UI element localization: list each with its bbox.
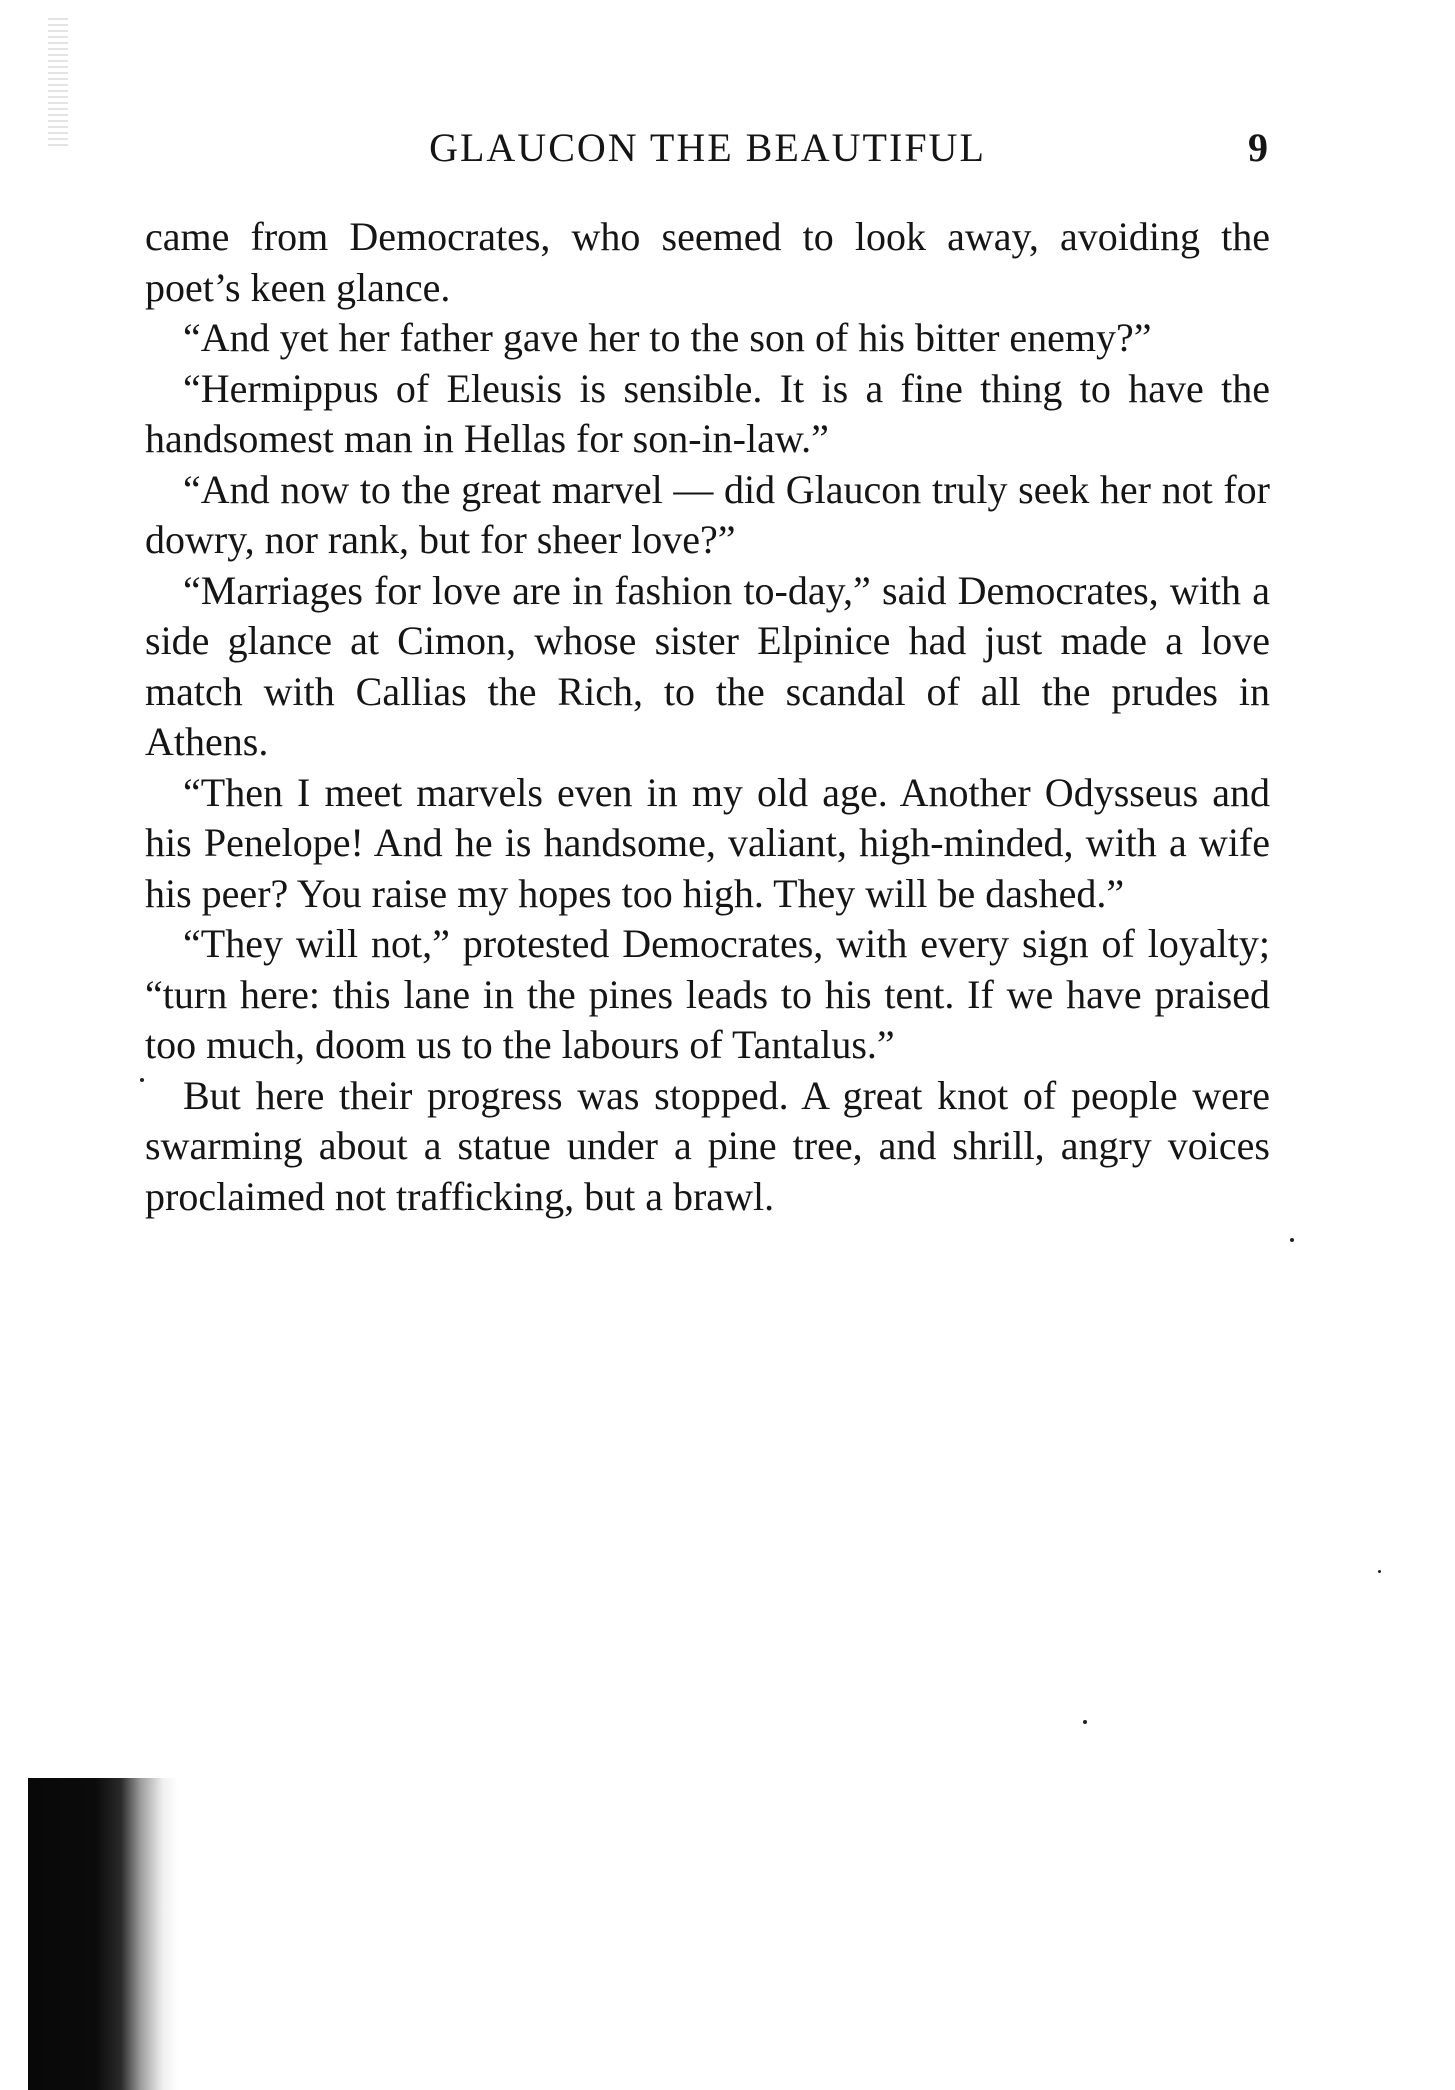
scan-artifact-top: [48, 18, 68, 148]
scan-speck: [1083, 1720, 1087, 1724]
running-head: [145, 118, 1270, 178]
page-number: 9: [1248, 125, 1268, 170]
scan-artifact-bottom: [28, 1778, 178, 2090]
paragraph-2: “And yet her father gave her to the son of his bitter enemy?”: [183, 315, 1152, 360]
paragraph-7: “They will not,” protested Democrates, with every sign of loyalty; “turn here: this lane in the pines leads to his tent. If we have praised too much, doom us to the labours of Tantalus.”: [145, 921, 1270, 1067]
body-text: [145, 212, 1270, 1222]
scan-speck: [140, 1078, 144, 1082]
paragraph-6: “Then I meet marvels even in my old age. Another Odysseus and his Penelope! And he is handsome, valiant, high-minded, with a wife his peer? You raise my hopes too high. They will be dashed.”: [145, 769, 1270, 916]
running-title: GLAUCON THE BEAUTIFUL: [429, 125, 986, 170]
paragraph-8: But here their progress was stopped. A great knot of people were swarming about a statue under a pine tree, and shrill, angry voices proclaimed not trafficking, but a brawl.: [145, 1072, 1270, 1219]
paragraph-4: “And now to the great marvel — did Glaucon truly seek her not for dowry, nor rank, but for sheer love?”: [145, 466, 1270, 562]
scan-speck: [1378, 1570, 1381, 1573]
scan-speck: [1290, 1238, 1294, 1242]
paragraph-3: “Hermippus of Eleusis is sensible. It is a fine thing to have the handsomest man in Hellas for son-in-law.”: [145, 365, 1270, 461]
paragraph-5: “Marriages for love are in fashion to-day,” said Democrates, with a side glance at Cimon, whose sister Elpinice had just made a love match with Callias the Rich, to the scandal of all the prudes in Athens.: [145, 567, 1270, 764]
paragraph-1: came from Democrates, who seemed to look away, avoiding the poet’s keen glance.: [145, 214, 1270, 310]
